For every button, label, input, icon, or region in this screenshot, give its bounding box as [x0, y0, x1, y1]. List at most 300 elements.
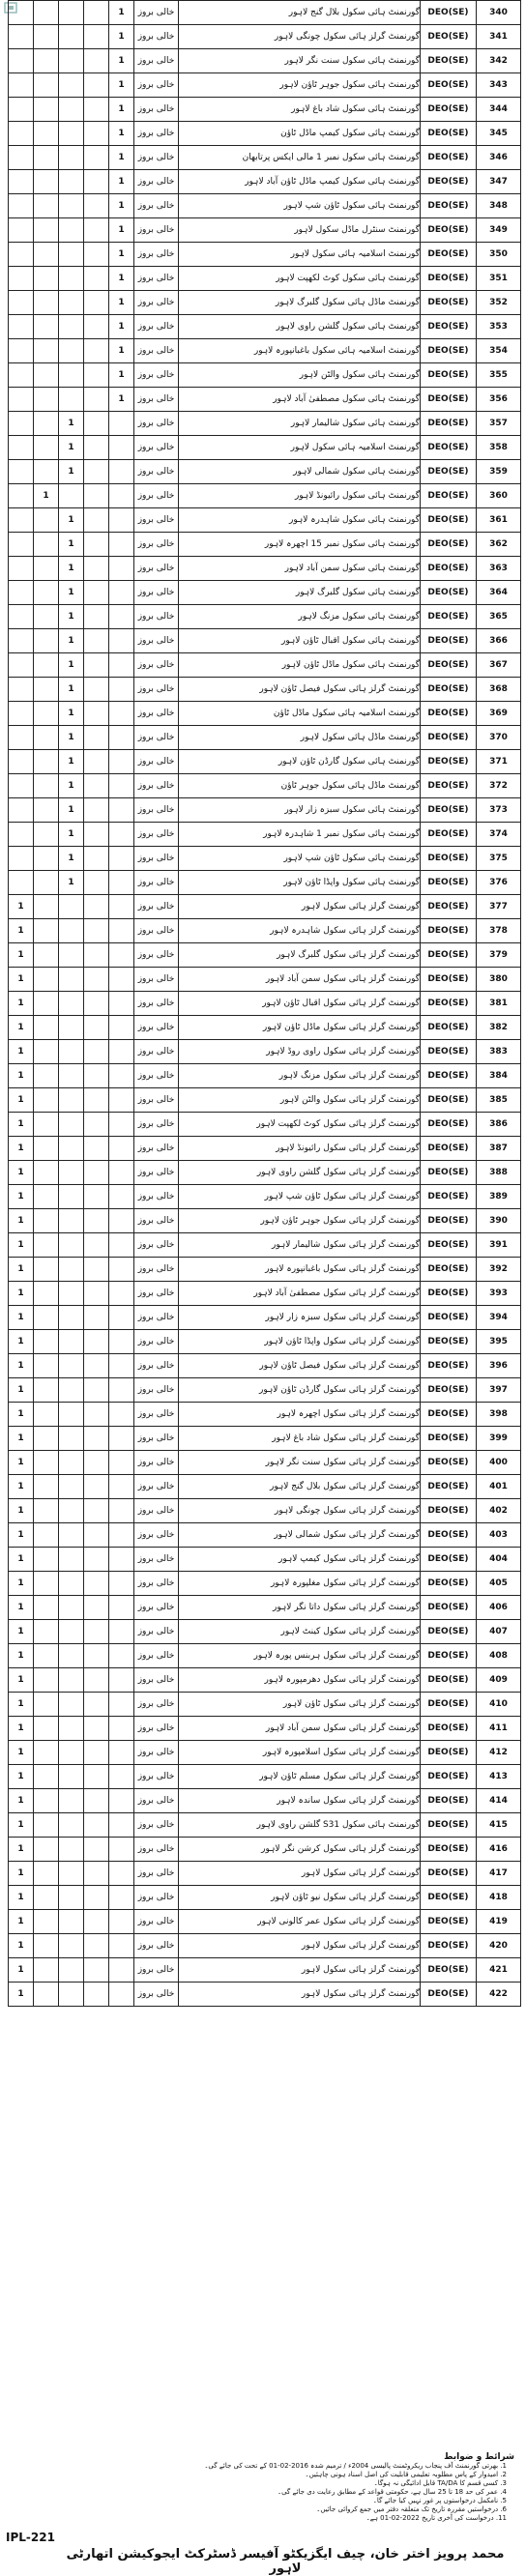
count-cell: 1: [59, 774, 84, 798]
table-row: [9, 218, 521, 243]
serial-number-cell: 369: [477, 702, 521, 726]
department-cell: DEO(SE): [421, 1403, 477, 1427]
department-cell: DEO(SE): [421, 194, 477, 218]
department-cell: DEO(SE): [421, 533, 477, 557]
table-row: [9, 1040, 521, 1064]
count-cell: 1: [9, 1693, 34, 1717]
count-cell: [34, 1717, 59, 1741]
count-cell: [109, 774, 134, 798]
count-cell: [9, 653, 34, 678]
table-row: [9, 1499, 521, 1523]
serial-number-cell: 416: [477, 1838, 521, 1862]
status-cell: خالی بروز: [134, 1088, 179, 1113]
count-cell: 1: [9, 1596, 34, 1620]
count-cell: [109, 1813, 134, 1838]
count-cell: 1: [109, 243, 134, 267]
count-cell: [109, 1668, 134, 1693]
count-cell: [84, 1958, 109, 1983]
count-cell: 1: [109, 1, 134, 25]
serial-number-cell: 422: [477, 1983, 521, 2007]
status-cell: خالی بروز: [134, 726, 179, 750]
school-name-cell: گورنمنٹ ماڈل ہائی سکول لاہور: [179, 726, 421, 750]
status-cell: خالی بروز: [134, 702, 179, 726]
count-cell: [34, 98, 59, 122]
table-row: [9, 1403, 521, 1427]
count-cell: 1: [59, 605, 84, 629]
table-row: [9, 1427, 521, 1451]
count-cell: [34, 1958, 59, 1983]
school-name-cell: گورنمنٹ گرلز ہائی سکول کوٹ لکھپت لاہور: [179, 1113, 421, 1137]
count-cell: [34, 25, 59, 49]
count-cell: [34, 1644, 59, 1668]
count-cell: [84, 98, 109, 122]
count-cell: 1: [9, 1427, 34, 1451]
department-cell: DEO(SE): [421, 291, 477, 315]
serial-number-cell: 396: [477, 1354, 521, 1378]
school-name-cell: گورنمنٹ اسلامیہ ہائی سکول باغبانپورہ لاہور: [179, 339, 421, 363]
table-row: [9, 49, 521, 73]
count-cell: [84, 1161, 109, 1185]
count-cell: 1: [9, 1838, 34, 1862]
serial-number-cell: 371: [477, 750, 521, 774]
school-name-cell: گورنمنٹ گرلز ہائی سکول ہربنس پورہ لاہور: [179, 1644, 421, 1668]
serial-number-cell: 402: [477, 1499, 521, 1523]
count-cell: [34, 363, 59, 388]
count-cell: [59, 1910, 84, 1934]
school-name-cell: گورنمنٹ ہائی سکول کیمپ ماڈل ٹاؤن آباد لاہور: [179, 170, 421, 194]
count-cell: [34, 653, 59, 678]
count-cell: [34, 992, 59, 1016]
department-cell: DEO(SE): [421, 122, 477, 146]
count-cell: [109, 847, 134, 871]
count-cell: [109, 1016, 134, 1040]
term-item: 1. بھرتی گورنمنٹ آف پنجاب ریکروٹمنٹ پالیسی 2004ء / ترمیم شدہ 2016-02-01 کے تحت کی جائے گی۔: [204, 2462, 507, 2470]
count-cell: 1: [9, 992, 34, 1016]
department-cell: DEO(SE): [421, 702, 477, 726]
table-row: [9, 1596, 521, 1620]
count-cell: 1: [109, 170, 134, 194]
count-cell: [34, 605, 59, 629]
serial-number-cell: 349: [477, 218, 521, 243]
count-cell: [34, 968, 59, 992]
table-row: [9, 1741, 521, 1765]
count-cell: [59, 1282, 84, 1306]
serial-number-cell: 389: [477, 1185, 521, 1209]
count-cell: [59, 1475, 84, 1499]
count-cell: [84, 629, 109, 653]
department-cell: DEO(SE): [421, 1209, 477, 1233]
serial-number-cell: 355: [477, 363, 521, 388]
table-row: [9, 533, 521, 557]
count-cell: [34, 1523, 59, 1548]
status-cell: خالی بروز: [134, 678, 179, 702]
count-cell: 1: [59, 533, 84, 557]
count-cell: [84, 774, 109, 798]
count-cell: 1: [9, 1330, 34, 1354]
count-cell: [34, 146, 59, 170]
signature-line: محمد پرویز اختر خان، چیف ایگزیکٹو آفیسر ڈسٹرکٹ ایجوکیشن اتھارٹی لاہور: [66, 2547, 505, 2576]
table-row: [9, 508, 521, 533]
count-cell: [34, 1862, 59, 1886]
count-cell: [84, 1548, 109, 1572]
serial-number-cell: 380: [477, 968, 521, 992]
count-cell: 1: [59, 871, 84, 895]
school-name-cell: گورنمنٹ ہائی سکول شالیمار لاہور: [179, 412, 421, 436]
count-cell: [59, 1185, 84, 1209]
department-cell: DEO(SE): [421, 1693, 477, 1717]
count-cell: 1: [59, 847, 84, 871]
table-row: [9, 436, 521, 460]
table-row: [9, 1813, 521, 1838]
count-cell: 1: [9, 968, 34, 992]
serial-number-cell: 358: [477, 436, 521, 460]
school-name-cell: گورنمنٹ گرلز ہائی سکول اسلامپورہ لاہور: [179, 1741, 421, 1765]
department-cell: DEO(SE): [421, 218, 477, 243]
count-cell: 1: [109, 339, 134, 363]
count-cell: [109, 1499, 134, 1523]
status-cell: خالی بروز: [134, 1, 179, 25]
serial-number-cell: 394: [477, 1306, 521, 1330]
table-row: [9, 98, 521, 122]
count-cell: [9, 1, 34, 25]
school-name-cell: گورنمنٹ گرلز ہائی سکول باغبانپورہ لاہور: [179, 1258, 421, 1282]
status-cell: خالی بروز: [134, 412, 179, 436]
serial-number-cell: 361: [477, 508, 521, 533]
department-cell: DEO(SE): [421, 146, 477, 170]
count-cell: 1: [9, 1306, 34, 1330]
status-cell: خالی بروز: [134, 992, 179, 1016]
school-name-cell: گورنمنٹ گرلز ہائی سکول چونگی لاہور: [179, 1499, 421, 1523]
count-cell: [59, 919, 84, 943]
serial-number-cell: 377: [477, 895, 521, 919]
count-cell: 1: [109, 49, 134, 73]
table-row: [9, 315, 521, 339]
status-cell: خالی بروز: [134, 218, 179, 243]
table-row: [9, 412, 521, 436]
count-cell: [34, 1113, 59, 1137]
department-cell: DEO(SE): [421, 1862, 477, 1886]
status-cell: خالی بروز: [134, 919, 179, 943]
count-cell: 1: [109, 25, 134, 49]
count-cell: 1: [9, 1620, 34, 1644]
table-row: [9, 1765, 521, 1789]
status-cell: خالی بروز: [134, 291, 179, 315]
count-cell: 1: [9, 1113, 34, 1137]
count-cell: 1: [9, 1523, 34, 1548]
count-cell: [109, 1040, 134, 1064]
term-item: 11. درخواست کی آخری تاریخ 2022-02-01 ہے۔: [365, 2514, 507, 2522]
count-cell: 1: [9, 1354, 34, 1378]
count-cell: 1: [9, 1765, 34, 1789]
serial-number-cell: 351: [477, 267, 521, 291]
department-cell: DEO(SE): [421, 436, 477, 460]
school-name-cell: گورنمنٹ گرلز ہائی سکول کرشن نگر لاہور: [179, 1838, 421, 1862]
count-cell: [9, 750, 34, 774]
count-cell: [9, 581, 34, 605]
school-name-cell: گورنمنٹ ہائی سکول بلال گنج لاہور: [179, 1, 421, 25]
serial-number-cell: 397: [477, 1378, 521, 1403]
serial-number-cell: 420: [477, 1934, 521, 1958]
table-row: [9, 726, 521, 750]
school-name-cell: گورنمنٹ ہائی سکول سنت نگر لاہور: [179, 49, 421, 73]
school-name-cell: گورنمنٹ ہائی سکول شمالی لاہور: [179, 460, 421, 484]
count-cell: [59, 1306, 84, 1330]
status-cell: خالی بروز: [134, 1064, 179, 1088]
school-name-cell: گورنمنٹ ہائی سکول ٹاؤن شپ لاہور: [179, 847, 421, 871]
status-cell: خالی بروز: [134, 1668, 179, 1693]
serial-number-cell: 408: [477, 1644, 521, 1668]
count-cell: [34, 823, 59, 847]
school-name-cell: گورنمنٹ گرلز ہائی سکول لاہور: [179, 1934, 421, 1958]
count-cell: [34, 1983, 59, 2007]
count-cell: [84, 557, 109, 581]
count-cell: 1: [9, 1983, 34, 2007]
school-name-cell: گورنمنٹ ہائی سکول کیمپ ماڈل ٹاؤن: [179, 122, 421, 146]
table-row: [9, 605, 521, 629]
count-cell: [34, 218, 59, 243]
status-cell: خالی بروز: [134, 1258, 179, 1282]
count-cell: [84, 1, 109, 25]
school-name-cell: گورنمنٹ ہائی سکول سمن آباد لاہور: [179, 557, 421, 581]
table-row: [9, 484, 521, 508]
count-cell: [84, 1741, 109, 1765]
count-cell: [59, 1789, 84, 1813]
count-cell: [109, 1910, 134, 1934]
count-cell: [9, 847, 34, 871]
vacancy-table-body: [9, 1, 521, 2007]
count-cell: [59, 1040, 84, 1064]
count-cell: [59, 1, 84, 25]
count-cell: 1: [9, 1209, 34, 1233]
count-cell: [59, 1572, 84, 1596]
school-name-cell: گورنمنٹ گرلز ہائی سکول اچھرہ لاہور: [179, 1403, 421, 1427]
table-row: [9, 1282, 521, 1306]
count-cell: [109, 1934, 134, 1958]
count-cell: [9, 267, 34, 291]
department-cell: DEO(SE): [421, 678, 477, 702]
count-cell: [34, 1499, 59, 1523]
count-cell: [84, 194, 109, 218]
department-cell: DEO(SE): [421, 73, 477, 98]
count-cell: 1: [9, 1910, 34, 1934]
school-name-cell: گورنمنٹ گرلز ہائی سکول گلبرگ لاہور: [179, 943, 421, 968]
count-cell: [34, 1137, 59, 1161]
table-row: [9, 871, 521, 895]
table-row: [9, 774, 521, 798]
serial-number-cell: 383: [477, 1040, 521, 1064]
department-cell: DEO(SE): [421, 1668, 477, 1693]
table-row: [9, 1451, 521, 1475]
table-row: [9, 291, 521, 315]
count-cell: [9, 557, 34, 581]
department-cell: DEO(SE): [421, 557, 477, 581]
status-cell: خالی بروز: [134, 339, 179, 363]
count-cell: [84, 1354, 109, 1378]
table-row: [9, 1137, 521, 1161]
serial-number-cell: 342: [477, 49, 521, 73]
count-cell: [34, 895, 59, 919]
table-row: [9, 1862, 521, 1886]
count-cell: [84, 871, 109, 895]
department-cell: DEO(SE): [421, 1040, 477, 1064]
count-cell: [34, 1016, 59, 1040]
count-cell: [109, 508, 134, 533]
serial-number-cell: 372: [477, 774, 521, 798]
school-name-cell: گورنمنٹ گرلز ہائی سکول شاہدرہ لاہور: [179, 919, 421, 943]
serial-number-cell: 374: [477, 823, 521, 847]
count-cell: [109, 943, 134, 968]
department-cell: DEO(SE): [421, 847, 477, 871]
department-cell: DEO(SE): [421, 823, 477, 847]
count-cell: [84, 1040, 109, 1064]
count-cell: [59, 98, 84, 122]
department-cell: DEO(SE): [421, 581, 477, 605]
count-cell: [9, 339, 34, 363]
count-cell: [84, 798, 109, 823]
status-cell: خالی بروز: [134, 1137, 179, 1161]
count-cell: 1: [109, 98, 134, 122]
count-cell: [109, 678, 134, 702]
count-cell: [84, 1258, 109, 1282]
school-name-cell: گورنمنٹ ماڈل ہائی سکول گلبرگ لاہور: [179, 291, 421, 315]
count-cell: [109, 1354, 134, 1378]
count-cell: [84, 267, 109, 291]
count-cell: [109, 1596, 134, 1620]
serial-number-cell: 363: [477, 557, 521, 581]
school-name-cell: گورنمنٹ گرلز ہائی سکول ٹاؤن لاہور: [179, 1693, 421, 1717]
table-row: [9, 629, 521, 653]
count-cell: 1: [59, 460, 84, 484]
status-cell: خالی بروز: [134, 533, 179, 557]
count-cell: 1: [59, 508, 84, 533]
count-cell: 1: [59, 702, 84, 726]
count-cell: [84, 218, 109, 243]
department-cell: DEO(SE): [421, 1282, 477, 1306]
count-cell: [34, 581, 59, 605]
status-cell: خالی بروز: [134, 847, 179, 871]
serial-number-cell: 407: [477, 1620, 521, 1644]
count-cell: [84, 484, 109, 508]
department-cell: DEO(SE): [421, 919, 477, 943]
department-cell: DEO(SE): [421, 1306, 477, 1330]
count-cell: 1: [9, 1717, 34, 1741]
count-cell: [84, 653, 109, 678]
department-cell: DEO(SE): [421, 315, 477, 339]
count-cell: [84, 1306, 109, 1330]
count-cell: [84, 1693, 109, 1717]
status-cell: خالی بروز: [134, 1523, 179, 1548]
count-cell: [34, 194, 59, 218]
table-row: [9, 1958, 521, 1983]
count-cell: [9, 678, 34, 702]
count-cell: [109, 1765, 134, 1789]
status-cell: خالی بروز: [134, 1717, 179, 1741]
count-cell: [34, 1040, 59, 1064]
table-row: [9, 1185, 521, 1209]
count-cell: [109, 750, 134, 774]
serial-number-cell: 388: [477, 1161, 521, 1185]
count-cell: [84, 412, 109, 436]
school-name-cell: گورنمنٹ ہائی سکول شاہدرہ لاہور: [179, 508, 421, 533]
department-cell: DEO(SE): [421, 1137, 477, 1161]
count-cell: [109, 1548, 134, 1572]
status-cell: خالی بروز: [134, 484, 179, 508]
school-name-cell: گورنمنٹ ہائی سکول گلشن راوی لاہور: [179, 315, 421, 339]
count-cell: [109, 1403, 134, 1427]
count-cell: [9, 98, 34, 122]
status-cell: خالی بروز: [134, 1934, 179, 1958]
status-cell: خالی بروز: [134, 146, 179, 170]
count-cell: 1: [59, 653, 84, 678]
department-cell: DEO(SE): [421, 1789, 477, 1813]
serial-number-cell: 379: [477, 943, 521, 968]
school-name-cell: گورنمنٹ ماڈل ہائی سکول جوہر ٹاؤن: [179, 774, 421, 798]
table-row: [9, 1789, 521, 1813]
terms-and-conditions: [8, 2453, 520, 2531]
department-cell: DEO(SE): [421, 605, 477, 629]
count-cell: [9, 436, 34, 460]
count-cell: [34, 436, 59, 460]
serial-number-cell: 340: [477, 1, 521, 25]
count-cell: [34, 943, 59, 968]
count-cell: 1: [9, 1862, 34, 1886]
count-cell: [84, 1403, 109, 1427]
status-cell: خالی بروز: [134, 1113, 179, 1137]
status-cell: خالی بروز: [134, 968, 179, 992]
count-cell: [59, 1209, 84, 1233]
count-cell: [59, 218, 84, 243]
table-row: [9, 146, 521, 170]
count-cell: [59, 1693, 84, 1717]
count-cell: [59, 363, 84, 388]
count-cell: [34, 1088, 59, 1113]
school-name-cell: گورنمنٹ ہائی سکول نمبر 15 اچھرہ لاہور: [179, 533, 421, 557]
count-cell: [59, 1644, 84, 1668]
table-row: [9, 1161, 521, 1185]
department-cell: DEO(SE): [421, 1185, 477, 1209]
table-row: [9, 919, 521, 943]
count-cell: [59, 146, 84, 170]
count-cell: 1: [9, 1258, 34, 1282]
status-cell: خالی بروز: [134, 1306, 179, 1330]
table-row: [9, 1088, 521, 1113]
count-cell: [9, 363, 34, 388]
count-cell: 1: [109, 73, 134, 98]
count-cell: [84, 1886, 109, 1910]
count-cell: [34, 702, 59, 726]
status-cell: خالی بروز: [134, 1838, 179, 1862]
count-cell: [59, 1451, 84, 1475]
table-row: [9, 1113, 521, 1137]
count-cell: 1: [109, 146, 134, 170]
status-cell: خالی بروز: [134, 98, 179, 122]
school-name-cell: گورنمنٹ گرلز ہائی سکول گارڈن ٹاؤن لاہور: [179, 1378, 421, 1403]
serial-number-cell: 421: [477, 1958, 521, 1983]
department-cell: DEO(SE): [421, 1620, 477, 1644]
count-cell: [59, 170, 84, 194]
serial-number-cell: 376: [477, 871, 521, 895]
table-row: [9, 1064, 521, 1088]
table-row: [9, 968, 521, 992]
table-row: [9, 1233, 521, 1258]
school-name-cell: گورنمنٹ گرلز ہائی سکول راوی روڈ لاہور: [179, 1040, 421, 1064]
school-name-cell: گورنمنٹ گرلز ہائی سکول لاہور: [179, 895, 421, 919]
count-cell: [34, 1185, 59, 1209]
status-cell: خالی بروز: [134, 170, 179, 194]
school-name-cell: گورنمنٹ گرلز ہائی سکول مغلپورہ لاہور: [179, 1572, 421, 1596]
count-cell: [59, 1983, 84, 2007]
count-cell: [84, 291, 109, 315]
